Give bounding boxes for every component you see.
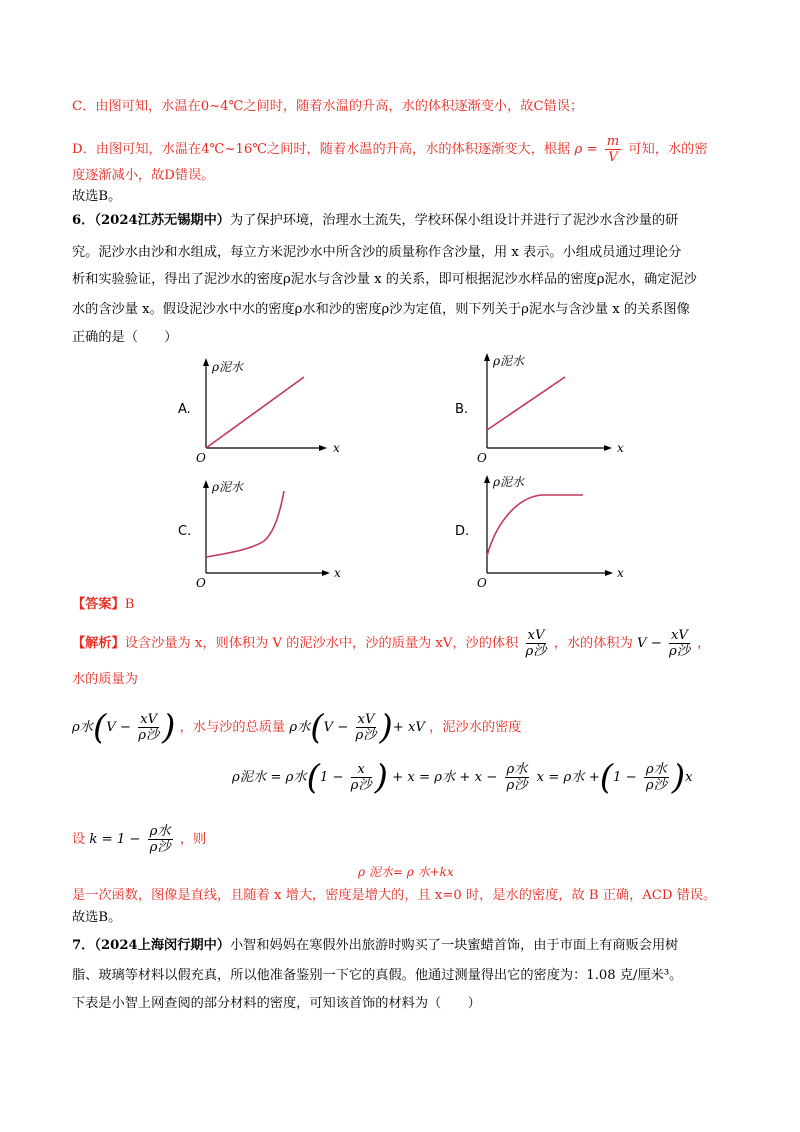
option-b-y-label: ρ泥水 xyxy=(493,354,525,368)
q7-number: 7． xyxy=(72,938,95,953)
option-a-x-arrow xyxy=(319,445,327,451)
q6-analysis-line2 xyxy=(72,707,522,748)
option-c-curve xyxy=(206,491,284,557)
option-c-origin: O xyxy=(196,576,206,590)
rho-water: ρ水 xyxy=(563,770,585,785)
option-d-origin: O xyxy=(477,576,487,590)
q6-text-1: 为了保护环境，治理水土流失，学校环保小组设计并进行了泥沙水含沙量的研 xyxy=(229,213,679,228)
rho-water: ρ水 xyxy=(289,720,311,735)
option-a-label: A. xyxy=(178,402,191,417)
solution-line-d-tail: 可知，水的密 xyxy=(628,142,708,157)
fraction xyxy=(505,762,530,793)
frac-den: ρ沙 xyxy=(525,644,547,659)
rho-water: ρ水 xyxy=(72,720,93,735)
frac-den: ρ沙 xyxy=(506,778,528,793)
solution-line-d xyxy=(72,134,708,165)
paren-close: ) xyxy=(379,707,393,748)
paren-open: ( xyxy=(306,757,320,798)
q7-line2: 脂、玻璃等材料以假充真，所以他准备鉴别一下它的真假。他通过测量得出它的密度为：1.08 克/厘米³。 xyxy=(72,968,683,983)
analysis-text-2: ，水的体积为 xyxy=(553,636,633,651)
v-minus: V − xyxy=(637,636,662,651)
mud-density-equation xyxy=(232,757,693,798)
frac-den: ρ沙 xyxy=(149,840,171,855)
option-c-y-arrow xyxy=(203,480,209,488)
option-a-y-label: ρ泥水 xyxy=(212,360,244,374)
q6-answer xyxy=(72,595,134,615)
one-minus: 1 − xyxy=(613,770,637,785)
option-b-graph xyxy=(471,350,631,465)
q6-number: 6． xyxy=(72,213,95,228)
paren-close: ) xyxy=(162,707,176,748)
fraction xyxy=(356,712,377,743)
rho-mud: ρ泥水 xyxy=(232,770,267,785)
q6-line1 xyxy=(72,211,678,231)
option-b-x-arrow xyxy=(604,445,612,451)
rho-water: ρ水 xyxy=(434,770,456,785)
option-d-x-label: x xyxy=(617,566,624,580)
v-minus: V − xyxy=(323,720,349,735)
frac-num: ρ水 xyxy=(149,824,171,839)
formula-denominator: V xyxy=(608,150,618,165)
frac-den: ρ沙 xyxy=(355,728,377,743)
answer-value: B xyxy=(124,597,135,612)
solution-line-d-text: D．由图可知，水温在4℃~16℃之间时，随着水温的升高，水的体积逐渐变大，根据 xyxy=(72,142,571,157)
q7-line3: 下表是小智上网查阅的部分材料的密度，可知该首饰的材料为（ ） xyxy=(72,996,481,1011)
k-fraction xyxy=(148,824,173,855)
then-label: ，则 xyxy=(179,832,207,847)
tail-x: x xyxy=(685,770,693,785)
option-c-y-label: ρ泥水 xyxy=(212,480,244,494)
option-c-graph xyxy=(190,475,350,590)
plus-x-eq: + x = xyxy=(392,770,431,785)
prev-conclusion: 故选B。 xyxy=(72,189,122,204)
q6-choose: 故选B。 xyxy=(72,910,122,925)
q6-analysis-line1 xyxy=(72,628,710,659)
option-d-graph xyxy=(471,470,631,590)
frac-den: ρ沙 xyxy=(645,778,667,793)
frac-num: ρ水 xyxy=(645,762,667,777)
q6-conclusion-line: 是一次函数，图像是直线，且随着 x 增大，密度是增大的，且 x=0 时，是水的密度，故 B 正确，ACD 错误。 xyxy=(72,888,717,903)
option-d-y-label: ρ泥水 xyxy=(493,475,525,489)
option-d-x-arrow xyxy=(605,570,613,576)
formula-numerator: m xyxy=(606,134,620,149)
option-d-label: D. xyxy=(455,524,470,539)
fraction xyxy=(644,762,669,793)
linear-relation: ρ 泥水= ρ 水+kx xyxy=(358,865,454,879)
option-a-origin: O xyxy=(196,451,206,465)
total-mass-expr xyxy=(289,707,429,748)
mud-density-label: ，泥沙水的密度 xyxy=(429,720,522,735)
option-b-y-arrow xyxy=(484,353,490,361)
analysis-tag: 【解析】 xyxy=(72,636,125,651)
option-b-line xyxy=(487,377,565,430)
paren-close: ) xyxy=(374,757,388,798)
option-d-curve xyxy=(487,495,583,556)
option-c-x-label: x xyxy=(334,566,341,580)
paren-open: ( xyxy=(599,757,614,798)
q6-line2: 究。泥沙水由沙和水组成，每立方米泥沙水中所含沙的质量称作含沙量，用 x 表示。小组成员通过理论分 xyxy=(72,245,682,260)
formula-fraction xyxy=(605,134,622,165)
eq-sign: = xyxy=(270,770,282,785)
option-b-x-label: x xyxy=(617,441,624,455)
formula-lhs: ρ = xyxy=(574,142,598,157)
water-volume-fraction xyxy=(669,628,690,659)
option-a-x-label: x xyxy=(333,441,340,455)
option-c-label: C. xyxy=(178,524,192,539)
option-b-origin: O xyxy=(477,451,487,465)
plus-x-minus: + x − xyxy=(459,770,498,785)
option-c-x-arrow xyxy=(322,570,330,576)
frac-num: ρ水 xyxy=(506,762,528,777)
water-volume-expr xyxy=(637,628,697,659)
q6-source: （2024江苏无锡期中） xyxy=(94,213,230,228)
plus-xv: + xV xyxy=(392,720,425,735)
q6-line3: 析和实验验证，得出了泥沙水的密度ρ泥水与含沙量 x 的关系，即可根据泥沙水样品的密度ρ泥水，确定泥沙 xyxy=(72,272,697,287)
option-a-y-arrow xyxy=(203,358,209,366)
frac-num: xV xyxy=(357,712,375,727)
frac-den: ρ沙 xyxy=(350,778,372,793)
q6-line5: 正确的是（ ） xyxy=(72,330,178,345)
water-mass-expr xyxy=(72,707,180,748)
paren-open: ( xyxy=(310,707,324,748)
paren-open: ( xyxy=(92,707,107,748)
frac-num: xV xyxy=(527,628,545,643)
one-minus: 1 − xyxy=(319,770,344,785)
water-mass-label: 水的质量为 xyxy=(72,672,138,687)
frac-num: xV xyxy=(140,712,158,727)
set-k-line xyxy=(72,824,206,855)
answer-tag: 【答案】 xyxy=(72,597,125,612)
analysis-comma: ， xyxy=(697,636,711,651)
rho-water: ρ水 xyxy=(285,770,307,785)
solution-line-d2: 度逐渐减小，故D错误。 xyxy=(72,168,215,183)
frac-num: x xyxy=(351,762,372,778)
x-eq: x = xyxy=(536,770,560,785)
density-formula xyxy=(574,134,629,165)
set-k-label: 设 xyxy=(72,832,86,847)
option-d-y-arrow xyxy=(484,475,490,483)
fraction xyxy=(138,712,159,743)
q7-source: （2024上海闵行期中） xyxy=(94,938,230,953)
sand-volume-fraction xyxy=(526,628,547,659)
frac-den: ρ沙 xyxy=(668,644,690,659)
q7-line1 xyxy=(72,936,678,956)
solution-line-c: C．由图可知，水温在0~4℃之间时，随着水温的升高，水的体积逐渐变小，故C错误； xyxy=(72,99,584,114)
frac-den: ρ沙 xyxy=(138,728,160,743)
q6-line4: 水的含沙量 x。假设泥沙水中水的密度ρ水和沙的密度ρ沙为定值，则下列关于ρ泥水与含沙量 x 的关系图像 xyxy=(72,302,690,317)
plus: + xyxy=(588,770,600,785)
option-b-label: B. xyxy=(455,402,469,417)
paren-close: ) xyxy=(671,757,686,798)
option-a-line xyxy=(206,377,304,448)
q7-text-1: 小智和妈妈在寒假外出旅游时购买了一块蜜蜡首饰，由于市面上有商贩会用树 xyxy=(229,938,679,953)
analysis-text-1: 设含沙量为 x，则体积为 V 的泥沙水中，沙的质量为 xV，沙的体积 xyxy=(124,636,519,651)
frac-num: xV xyxy=(670,628,688,643)
k-eq: k = 1 − xyxy=(89,832,141,847)
v-minus: V − xyxy=(106,720,131,735)
fraction xyxy=(351,762,372,793)
option-a-graph xyxy=(190,355,350,465)
total-mass-label: ，水与沙的总质量 xyxy=(179,720,286,735)
